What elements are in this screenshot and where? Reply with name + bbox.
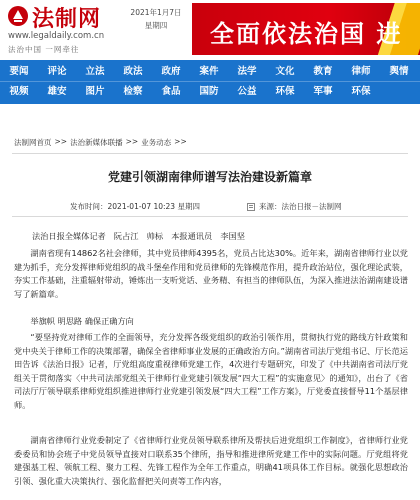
nav-item-shipin[interactable]: 视频 <box>9 86 29 97</box>
meta-divider <box>12 216 408 217</box>
nav-item-tupian[interactable]: 图片 <box>85 86 105 97</box>
article-source <box>247 201 342 212</box>
nav-item-yuqing[interactable]: 舆情 <box>389 66 409 77</box>
nav-item-anjian[interactable]: 案件 <box>199 66 219 77</box>
nav-item-jiaoyu[interactable]: 教育 <box>313 66 333 77</box>
nav-row-2 <box>0 82 420 102</box>
nav-item-xiongan[interactable]: 雄安 <box>47 86 67 97</box>
nav-item-lifa[interactable]: 立法 <box>85 66 105 77</box>
main-nav <box>0 60 420 104</box>
site-slogan: 法治中国 一网牵往 <box>8 45 80 54</box>
site-name: 法制网 <box>32 6 102 32</box>
date-display <box>120 6 192 32</box>
article-source-text: 来源：法治日报－法制网 <box>259 202 342 211</box>
site-url: www.legaldaily.com.cn <box>8 31 105 41</box>
nav-item-huanbao[interactable]: 环保 <box>275 86 295 97</box>
nav-item-guofang[interactable]: 国防 <box>199 86 219 97</box>
nav-item-zhengfu[interactable]: 政府 <box>161 66 181 77</box>
site-logo[interactable] <box>6 4 111 56</box>
nav-item-jiancha[interactable]: 检察 <box>123 86 143 97</box>
breadcrumb-separator: >> <box>174 137 187 146</box>
nav-item-zhengfa[interactable]: 政法 <box>123 66 143 77</box>
header-banner[interactable] <box>192 3 420 55</box>
article-subheading: 举旗帜 明思路 确保正确方向 <box>30 316 134 326</box>
current-date: 2021年1月7日 <box>130 8 182 17</box>
breadcrumb-business-news[interactable]: 业务动态 <box>141 138 172 147</box>
breadcrumb-home[interactable]: 法制网首页 <box>14 138 52 147</box>
nav-item-wenhua[interactable]: 文化 <box>275 66 295 77</box>
nav-item-lvshi[interactable]: 律师 <box>351 66 371 77</box>
breadcrumb <box>14 137 187 148</box>
article-paragraph-2: “要坚持党对律师工作的全面领导，充分发挥各级党组织的政治引领作用，贯彻执行党的路线方针政策和党中央关于律师工作的决策部署，确保全省律师事业发展的正确政治方向。”湖南省司法厅党组书记、厅长范运田告诉《法治日报》记者，厅党组高度重视律师党建工作，4次进行专题研究，印发了《中共湖南省司法厅党组关于贯彻落实〈中共司法部党组关于律师行业党建引领发展“四大工程”的实施意见〉的通知》，出台了《省司法厅厅领导联系律师党组织推进律师行业党建引领发展“四大工程”工作方案》，厅党委直接督导11个基层律师。 <box>14 332 408 410</box>
breadcrumb-new-media[interactable]: 法治新媒体联播 <box>70 138 123 147</box>
article-paragraph-3: 湖南省律师行业党委制定了《省律师行业党员领导联系律所及帮扶后进党组织工作制度》，省律师行业党委委员和协会班子中党员领导直接对口联系35个律所，指导和推进律所党建工作中的实际问题。厅党组将党建强基工程、领航工程、聚力工程、先锋工程作为全年工作重点，明确41项具体工作目标。就强化思想政治引领、强化重大决策执行、强化监督把关问责等工作内容， <box>14 435 408 486</box>
nav-item-pinglun[interactable]: 评论 <box>47 66 67 77</box>
current-weekday: 星期四 <box>144 21 168 30</box>
breadcrumb-divider <box>12 153 408 154</box>
breadcrumb-separator: >> <box>125 137 139 146</box>
nav-item-huanbao-2[interactable]: 环保 <box>351 86 371 97</box>
article-publish-time: 发布时间：2021-01-07 10:23 星期四 <box>70 202 200 211</box>
nav-item-shipin-food[interactable]: 食品 <box>161 86 181 97</box>
site-header <box>0 0 420 60</box>
nav-item-faxue[interactable]: 法学 <box>237 66 257 77</box>
article-title: 党建引领湖南律师谱写法治建设新篇章 <box>107 170 312 184</box>
nav-item-junshi[interactable]: 军事 <box>313 86 333 97</box>
logo-emblem-icon <box>6 4 30 28</box>
nav-item-yaowen[interactable]: 要闻 <box>9 66 29 77</box>
nav-item-gongyi[interactable]: 公益 <box>237 86 257 97</box>
article-paragraph-1: 湖南省现有14862名社会律师，其中党员律师4395名，党员占比达30%。近年来，湖南省律师行业以党建为抓手，充分发挥律师党组织的战斗堡垒作用和党员律师的先锋模范作用，提升政治站位，强化理论武装，夯实工作基础，注重辐射带动，锤炼出一支听党话、业务精、有担当的律师队伍，为深入推进法治湖南建设谱写了新篇章。 <box>14 248 408 299</box>
nav-row-1 <box>0 62 420 82</box>
banner-text: 全面依法治国 进 <box>210 19 403 48</box>
article-byline: 法治日报全媒体记者 阮占江 帅标 本报通讯员 李国坚 <box>32 231 245 241</box>
source-icon <box>247 203 255 211</box>
breadcrumb-separator: >> <box>54 137 68 146</box>
